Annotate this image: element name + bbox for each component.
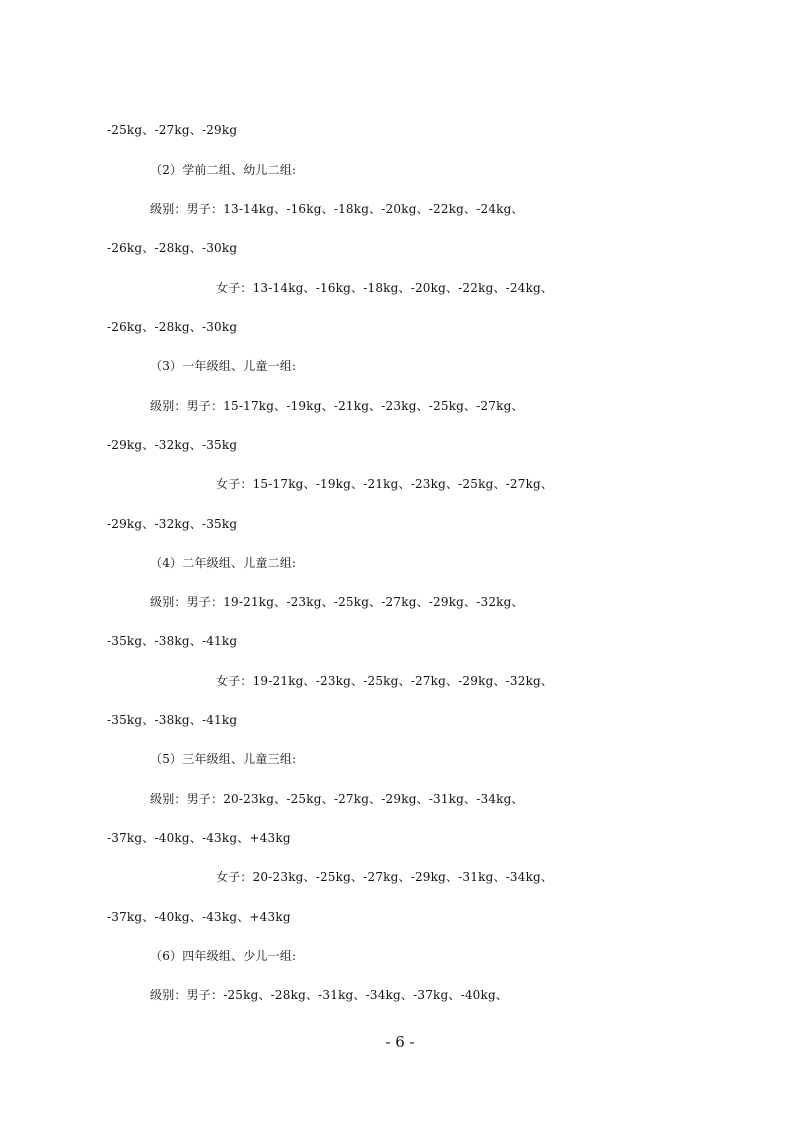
section-heading-4: （4）二年级组、儿童二组: [150, 556, 297, 570]
male-weight-classes: 级别：男子：13-14kg、-16kg、-18kg、-20kg、-22kg、-24kg、 [150, 202, 524, 216]
section-heading-3: （3）一年级组、儿童一组: [150, 359, 297, 373]
text-line-continuation: -35kg、-38kg、-41kg [107, 713, 238, 727]
section-heading-5: （5）三年级组、儿童三组: [150, 752, 297, 766]
text-line-continuation: -25kg、-27kg、-29kg [107, 123, 238, 137]
section-heading-2: （2）学前二组、幼儿二组: [150, 163, 297, 177]
page-number: - 6 - [385, 1033, 415, 1051]
text-line-continuation: -29kg、-32kg、-35kg [107, 517, 238, 531]
text-line-continuation: -37kg、-40kg、-43kg、+43kg [107, 910, 291, 924]
text-line-continuation: -37kg、-40kg、-43kg、+43kg [107, 831, 291, 845]
text-line-continuation: -26kg、-28kg、-30kg [107, 241, 238, 255]
female-weight-classes: 女子：20-23kg、-25kg、-27kg、-29kg、-31kg、-34kg、 [216, 870, 554, 884]
section-heading-6: （6）四年级组、少儿一组: [150, 949, 297, 963]
text-line-continuation: -35kg、-38kg、-41kg [107, 634, 238, 648]
male-weight-classes: 级别：男子：19-21kg、-23kg、-25kg、-27kg、-29kg、-32kg、 [150, 595, 524, 609]
text-line-continuation: -29kg、-32kg、-35kg [107, 438, 238, 452]
female-weight-classes: 女子：13-14kg、-16kg、-18kg、-20kg、-22kg、-24kg、 [216, 281, 554, 295]
female-weight-classes: 女子：15-17kg、-19kg、-21kg、-23kg、-25kg、-27kg、 [216, 477, 554, 491]
male-weight-classes: 级别：男子：20-23kg、-25kg、-27kg、-29kg、-31kg、-34kg、 [150, 792, 524, 806]
female-weight-classes: 女子：19-21kg、-23kg、-25kg、-27kg、-29kg、-32kg、 [216, 674, 554, 688]
male-weight-classes: 级别：男子：15-17kg、-19kg、-21kg、-23kg、-25kg、-27kg、 [150, 399, 524, 413]
male-weight-classes: 级别：男子：-25kg、-28kg、-31kg、-34kg、-37kg、-40kg、 [150, 988, 509, 1002]
text-line-continuation: -26kg、-28kg、-30kg [107, 320, 238, 334]
